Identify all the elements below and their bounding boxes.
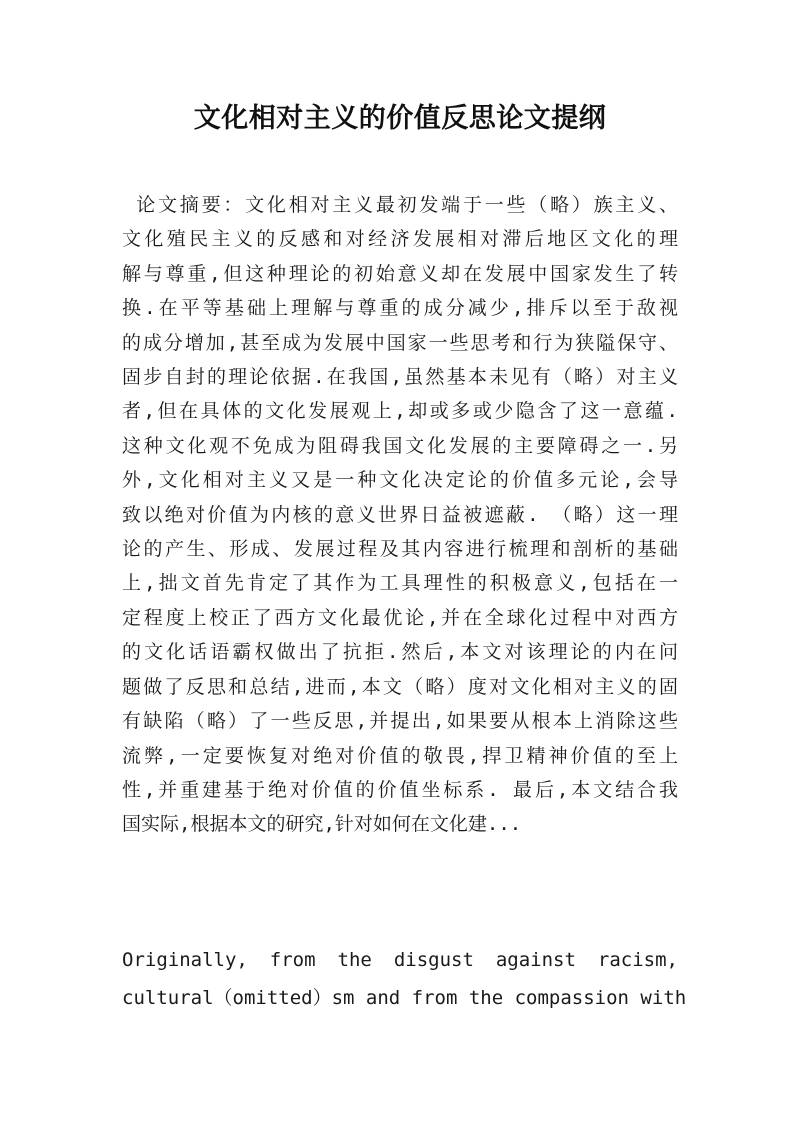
abstract-line: 论文摘要：文化相对主义最初发端于一些（略）族主义、: [122, 194, 678, 216]
abstract-line: 的成分增加,甚至成为发展中国家一些思考和行为狭隘保守、: [122, 331, 678, 354]
abstract-line: 者,但在具体的文化发展观上,却或多或少隐含了这一意蕴.: [122, 400, 678, 423]
abstract-line: 性,并重建基于绝对价值的价值坐标系. 最后,本文结合我: [122, 778, 678, 801]
abstract-line: 换.在平等基础上理解与尊重的成分减少,排斥以至于敌视: [122, 297, 678, 320]
abstract-line: 流弊,一定要恢复对绝对价值的敬畏,捍卫精神价值的至上: [122, 744, 678, 767]
english-line: cultural（omitted）sm and from the compassion with: [122, 987, 687, 1009]
abstract-line: 解与尊重,但这种理论的初始意义却在发展中国家发生了转: [122, 262, 678, 285]
abstract-line: 外,文化相对主义又是一种文化决定论的价值多元论,会导: [122, 469, 678, 492]
abstract-line: 国实际,根据本文的研究,针对如何在文化建...: [122, 813, 522, 836]
abstract-line: 固步自封的理论依据.在我国,虽然基本未见有（略）对主义: [122, 366, 678, 389]
abstract-line: 上,拙文首先肯定了其作为工具理性的积极意义,包括在一: [122, 572, 678, 595]
abstract-line: 的文化话语霸权做出了抗拒.然后,本文对该理论的内在问: [122, 641, 678, 664]
abstract-line: 论的产生、形成、发展过程及其内容进行梳理和剖析的基础: [122, 538, 678, 561]
abstract-line: 这种文化观不免成为阻碍我国文化发展的主要障碍之一.另: [122, 434, 678, 457]
abstract-line: 有缺陷（略）了一些反思,并提出,如果要从根本上消除这些: [122, 710, 678, 733]
abstract-line: 文化殖民主义的反感和对经济发展相对滞后地区文化的理: [122, 228, 678, 251]
english-line: Originally, from the disgust against racism,: [122, 949, 678, 971]
abstract-line: 题做了反思和总结,进而,本文（略）度对文化相对主义的固: [122, 675, 678, 698]
chinese-abstract: [122, 188, 678, 842]
abstract-line: 致以绝对价值为内核的意义世界日益被遮蔽. （略）这一理: [122, 503, 678, 526]
abstract-line: 定程度上校正了西方文化最优论,并在全球化过程中对西方: [122, 606, 678, 629]
document-title: 文化相对主义的价值反思论文提纲: [193, 103, 607, 134]
english-abstract: [122, 941, 687, 1017]
